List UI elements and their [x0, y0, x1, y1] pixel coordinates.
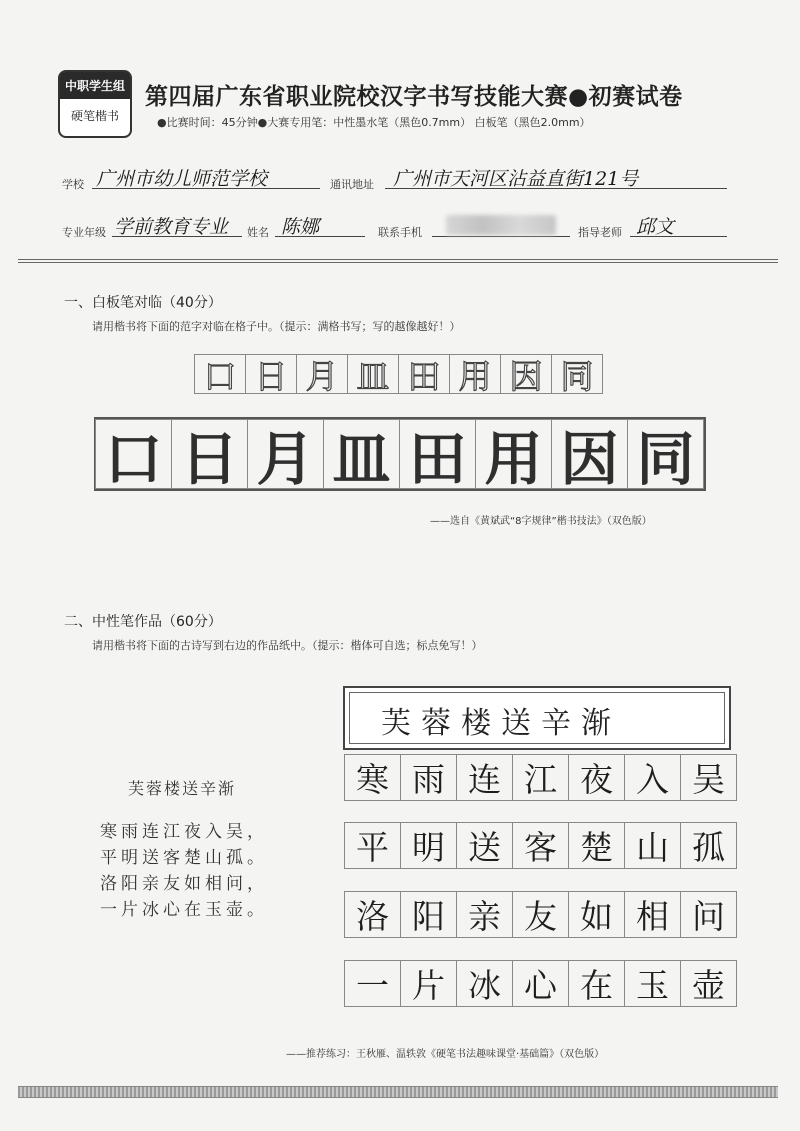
poem-grid-row — [345, 822, 737, 869]
practice-char-cell[interactable]: 口 — [95, 419, 172, 489]
poem-char-cell[interactable]: 如 — [568, 891, 625, 938]
poem-grid-title: 芙蓉楼送辛渐 — [381, 706, 621, 741]
poem-char-cell[interactable]: 山 — [624, 822, 681, 869]
poem-line: 寒雨连江夜入吴， — [100, 822, 268, 842]
poem-char-cell[interactable]: 在 — [568, 960, 625, 1007]
poem-char-cell[interactable]: 寒 — [344, 754, 401, 801]
practice-char-grid — [94, 417, 706, 491]
poem-char-cell[interactable]: 玉 — [624, 960, 681, 1007]
name-value: 陈娜 — [281, 216, 320, 238]
section1-instruction: 请用楷书将下面的范字对临在格子中。（提示：满格书写；写的越像越好！） — [92, 320, 461, 333]
address-field[interactable] — [385, 164, 727, 189]
teacher-label: 指导老师 — [578, 226, 622, 239]
section2-caption: ——推荐练习：王秋雁、温轶敦《硬笔书法趣味课堂·基础篇》（双色版） — [286, 1049, 605, 1060]
name-label: 姓名 — [247, 226, 269, 239]
teacher-value: 邱文 — [636, 216, 675, 238]
major-label: 专业年级 — [62, 226, 106, 239]
poem-char-cell[interactable]: 明 — [400, 822, 457, 869]
major-value: 学前教育专业 — [114, 216, 229, 238]
sample-char-cell: 口 — [194, 354, 246, 394]
poem-char-cell[interactable]: 送 — [456, 822, 513, 869]
poem-char-cell[interactable]: 相 — [624, 891, 681, 938]
header-divider — [18, 259, 778, 263]
poem-char-cell[interactable]: 夜 — [568, 754, 625, 801]
sample-char-grid — [195, 354, 603, 394]
poem-line: 平明送客楚山孤。 — [100, 848, 268, 868]
exam-subtitle: ●比赛时间：45分钟●大赛专用笔：中性墨水笔（黑色0.7mm） 白板笔（黑色2.0mm） — [157, 116, 591, 129]
poem-char-cell[interactable]: 阳 — [400, 891, 457, 938]
group-badge — [58, 70, 132, 138]
badge-group-label: 中职学生组 — [60, 72, 130, 99]
poem-char-cell[interactable]: 冰 — [456, 960, 513, 1007]
poem-char-cell[interactable]: 平 — [344, 822, 401, 869]
poem-char-cell[interactable]: 一 — [344, 960, 401, 1007]
sample-char-cell: 田 — [398, 354, 450, 394]
phone-field[interactable] — [432, 212, 570, 237]
poem-text — [100, 819, 268, 923]
poem-char-cell[interactable]: 雨 — [400, 754, 457, 801]
section1-title: 一、白板笔对临（40分） — [64, 295, 222, 311]
teacher-field[interactable] — [630, 212, 727, 237]
poem-line: 洛阳亲友如相问， — [100, 874, 268, 894]
practice-char-cell[interactable]: 因 — [551, 419, 628, 489]
sample-char-cell: 用 — [449, 354, 501, 394]
poem-char-cell[interactable]: 心 — [512, 960, 569, 1007]
sample-char-cell: 同 — [551, 354, 603, 394]
practice-char-cell[interactable]: 田 — [399, 419, 476, 489]
poem-char-cell[interactable]: 友 — [512, 891, 569, 938]
school-field[interactable] — [92, 164, 320, 189]
section2-title: 二、中性笔作品（60分） — [64, 614, 222, 630]
sample-char-cell: 日 — [245, 354, 297, 394]
poem-char-cell[interactable]: 洛 — [344, 891, 401, 938]
school-value: 广州市幼儿师范学校 — [96, 168, 268, 190]
poem-char-cell[interactable]: 亲 — [456, 891, 513, 938]
poem-char-cell[interactable]: 客 — [512, 822, 569, 869]
poem-char-cell[interactable]: 吴 — [680, 754, 737, 801]
phone-redacted — [446, 215, 556, 235]
sample-char-cell: 皿 — [347, 354, 399, 394]
sample-char-cell: 因 — [500, 354, 552, 394]
poem-char-cell[interactable]: 连 — [456, 754, 513, 801]
school-label: 学校 — [62, 178, 84, 191]
poem-grid-row — [345, 960, 737, 1007]
practice-char-cell[interactable]: 用 — [475, 419, 552, 489]
name-field[interactable] — [275, 212, 365, 237]
section1-caption: ——选自《黄斌武“8字规律”楷书技法》（双色版） — [430, 516, 652, 527]
footer-bar — [18, 1086, 778, 1098]
practice-char-cell[interactable]: 同 — [627, 419, 704, 489]
poem-char-cell[interactable]: 楚 — [568, 822, 625, 869]
poem-grid-row — [345, 891, 737, 938]
address-value: 广州市天河区沾益直街121号 — [393, 168, 639, 190]
badge-category-label: 硬笔楷书 — [70, 109, 119, 123]
poem-title-box[interactable] — [343, 686, 731, 750]
practice-char-cell[interactable]: 皿 — [323, 419, 400, 489]
address-label: 通讯地址 — [330, 178, 374, 191]
poem-char-cell[interactable]: 江 — [512, 754, 569, 801]
poem-title: 芙蓉楼送辛渐 — [128, 779, 237, 798]
practice-char-cell[interactable]: 日 — [171, 419, 248, 489]
poem-char-cell[interactable]: 片 — [400, 960, 457, 1007]
poem-char-cell[interactable]: 壶 — [680, 960, 737, 1007]
poem-char-cell[interactable]: 问 — [680, 891, 737, 938]
sample-char-cell: 月 — [296, 354, 348, 394]
section2-instruction: 请用楷书将下面的古诗写到右边的作品纸中。（提示：楷体可自选；标点免写！） — [92, 639, 483, 652]
exam-title: 第四届广东省职业院校汉字书写技能大赛●初赛试卷 — [145, 84, 683, 110]
poem-grid-row — [345, 754, 737, 801]
poem-char-cell[interactable]: 入 — [624, 754, 681, 801]
phone-label: 联系手机 — [378, 226, 422, 239]
poem-char-cell[interactable]: 孤 — [680, 822, 737, 869]
major-field[interactable] — [112, 212, 242, 237]
poem-line: 一片冰心在玉壶。 — [100, 900, 268, 920]
practice-char-cell[interactable]: 月 — [247, 419, 324, 489]
